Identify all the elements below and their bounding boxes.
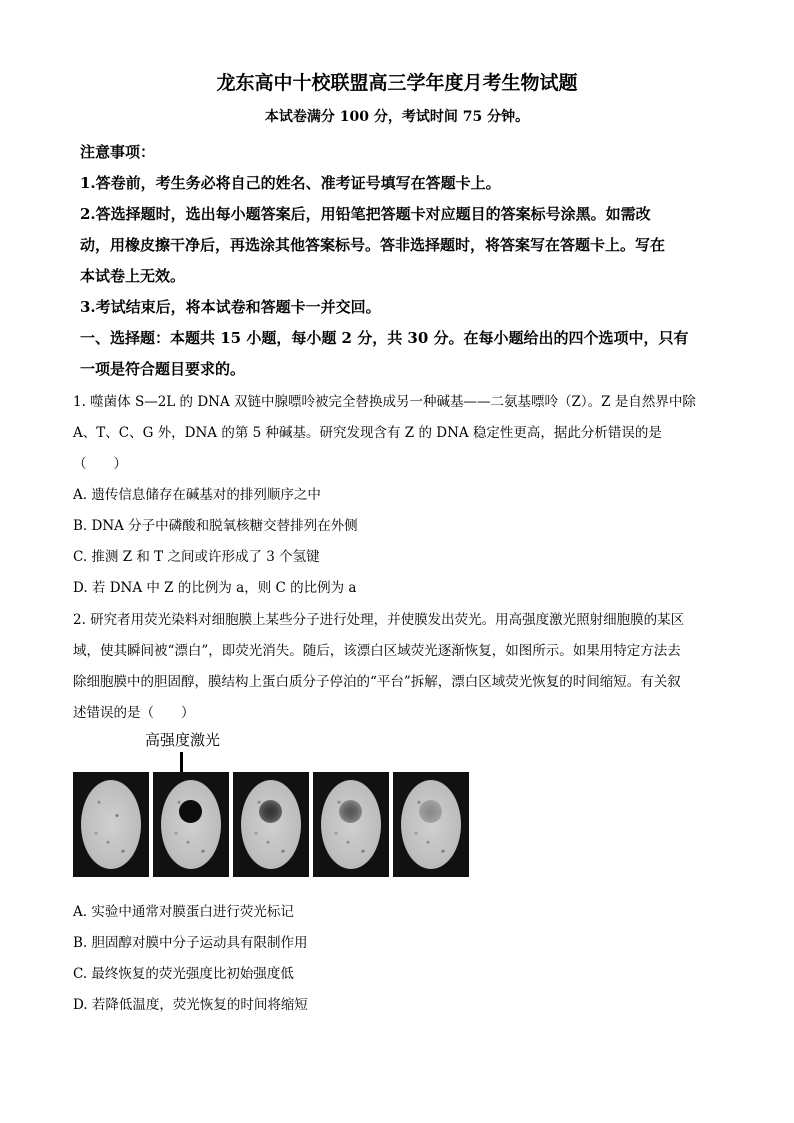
recovering-spot [339,800,362,823]
section-1-heading-line-2: 一项是符合题目要求的。 [80,360,246,378]
cell-image [401,780,461,869]
fluorescence-panel-3 [233,772,309,877]
q1-option-a: A. 遗传信息储存在碱基对的排列顺序之中 [73,487,321,503]
notice-item-3: 3.考试结束后，将本试卷和答题卡一并交回。 [80,298,381,316]
notice-heading: 注意事项： [80,143,156,161]
cell-image [81,780,141,869]
cell-image [241,780,301,869]
fluorescence-panel-4 [313,772,389,877]
bleached-spot [179,800,202,823]
q1-option-b: B. DNA 分子中磷酸和脱氧核糖交替排列在外侧 [73,518,358,534]
q1-stem-line-2: A、T、C、G 外，DNA 的第 5 种碱基。研究发现含有 Z 的 DNA 稳定性更高，据此分析错误的是 [73,425,662,441]
section-1-heading-line-1: 一、选择题：本题共 15 小题，每小题 2 分，共 30 分。在每小题给出的四个选项中，只有 [80,329,689,347]
q1-stem-line-1: 1. 噬菌体 S—2L 的 DNA 双链中腺嘌呤被完全替换成另一种碱基——二氨基嘌呤（Z）。Z 是自然界中除 [73,394,696,410]
notice-item-2-line-3: 本试卷上无效。 [80,267,186,285]
q1-option-c: C. 推测 Z 和 T 之间或许形成了 3 个氢键 [73,549,320,565]
q2-stem-line-2: 域，使其瞬间被“漂白”，即荧光消失。随后，该漂白区域荧光逐渐恢复，如图所示。如果用特定方法去 [73,643,681,659]
cell-image [161,780,221,869]
q2-option-d: D. 若降低温度，荧光恢复的时间将缩短 [73,997,308,1013]
q2-option-b: B. 胆固醇对膜中分子运动具有限制作用 [73,935,308,951]
fluorescence-panel-5 [393,772,469,877]
q1-option-d: D. 若 DNA 中 Z 的比例为 a，则 C 的比例为 a [73,580,357,596]
page-subtitle: 本试卷满分 100 分，考试时间 75 分钟。 [264,109,530,125]
q1-stem-line-3: （ ） [73,456,127,472]
notice-item-1: 1.答卷前，考生务必将自己的姓名、准考证号填写在答题卡上。 [80,174,501,192]
recovered-spot [419,800,442,823]
q2-stem-line-4: 述错误的是（ ） [73,705,195,721]
fluorescence-panel-2 [153,772,229,877]
notice-item-2-line-1: 2.答选择题时，选出每小题答案后，用铅笔把答题卡对应题目的答案标号涂黑。如需改 [80,205,651,223]
recovering-spot [259,800,282,823]
figure-laser-label: 高强度激光 [145,731,221,749]
q2-option-c: C. 最终恢复的荧光强度比初始强度低 [73,966,294,982]
cell-image [321,780,381,869]
q2-stem-line-3: 除细胞膜中的胆固醇，膜结构上蛋白质分子停泊的“平台”拆解，漂白区域荧光恢复的时间缩短。有关叙 [73,674,681,690]
fluorescence-panel-1 [73,772,149,877]
notice-item-2-line-2: 动，用橡皮擦干净后，再选涂其他答案标号。答非选择题时，将答案写在答题卡上。写在 [80,236,666,254]
page-title: 龙东高中十校联盟高三学年度月考生物试题 [216,72,578,94]
q2-option-a: A. 实验中通常对膜蛋白进行荧光标记 [73,904,294,920]
q2-stem-line-1: 2. 研究者用荧光染料对细胞膜上某些分子进行处理，并使膜发出荧光。用高强度激光照射细胞膜的某区 [73,612,685,628]
